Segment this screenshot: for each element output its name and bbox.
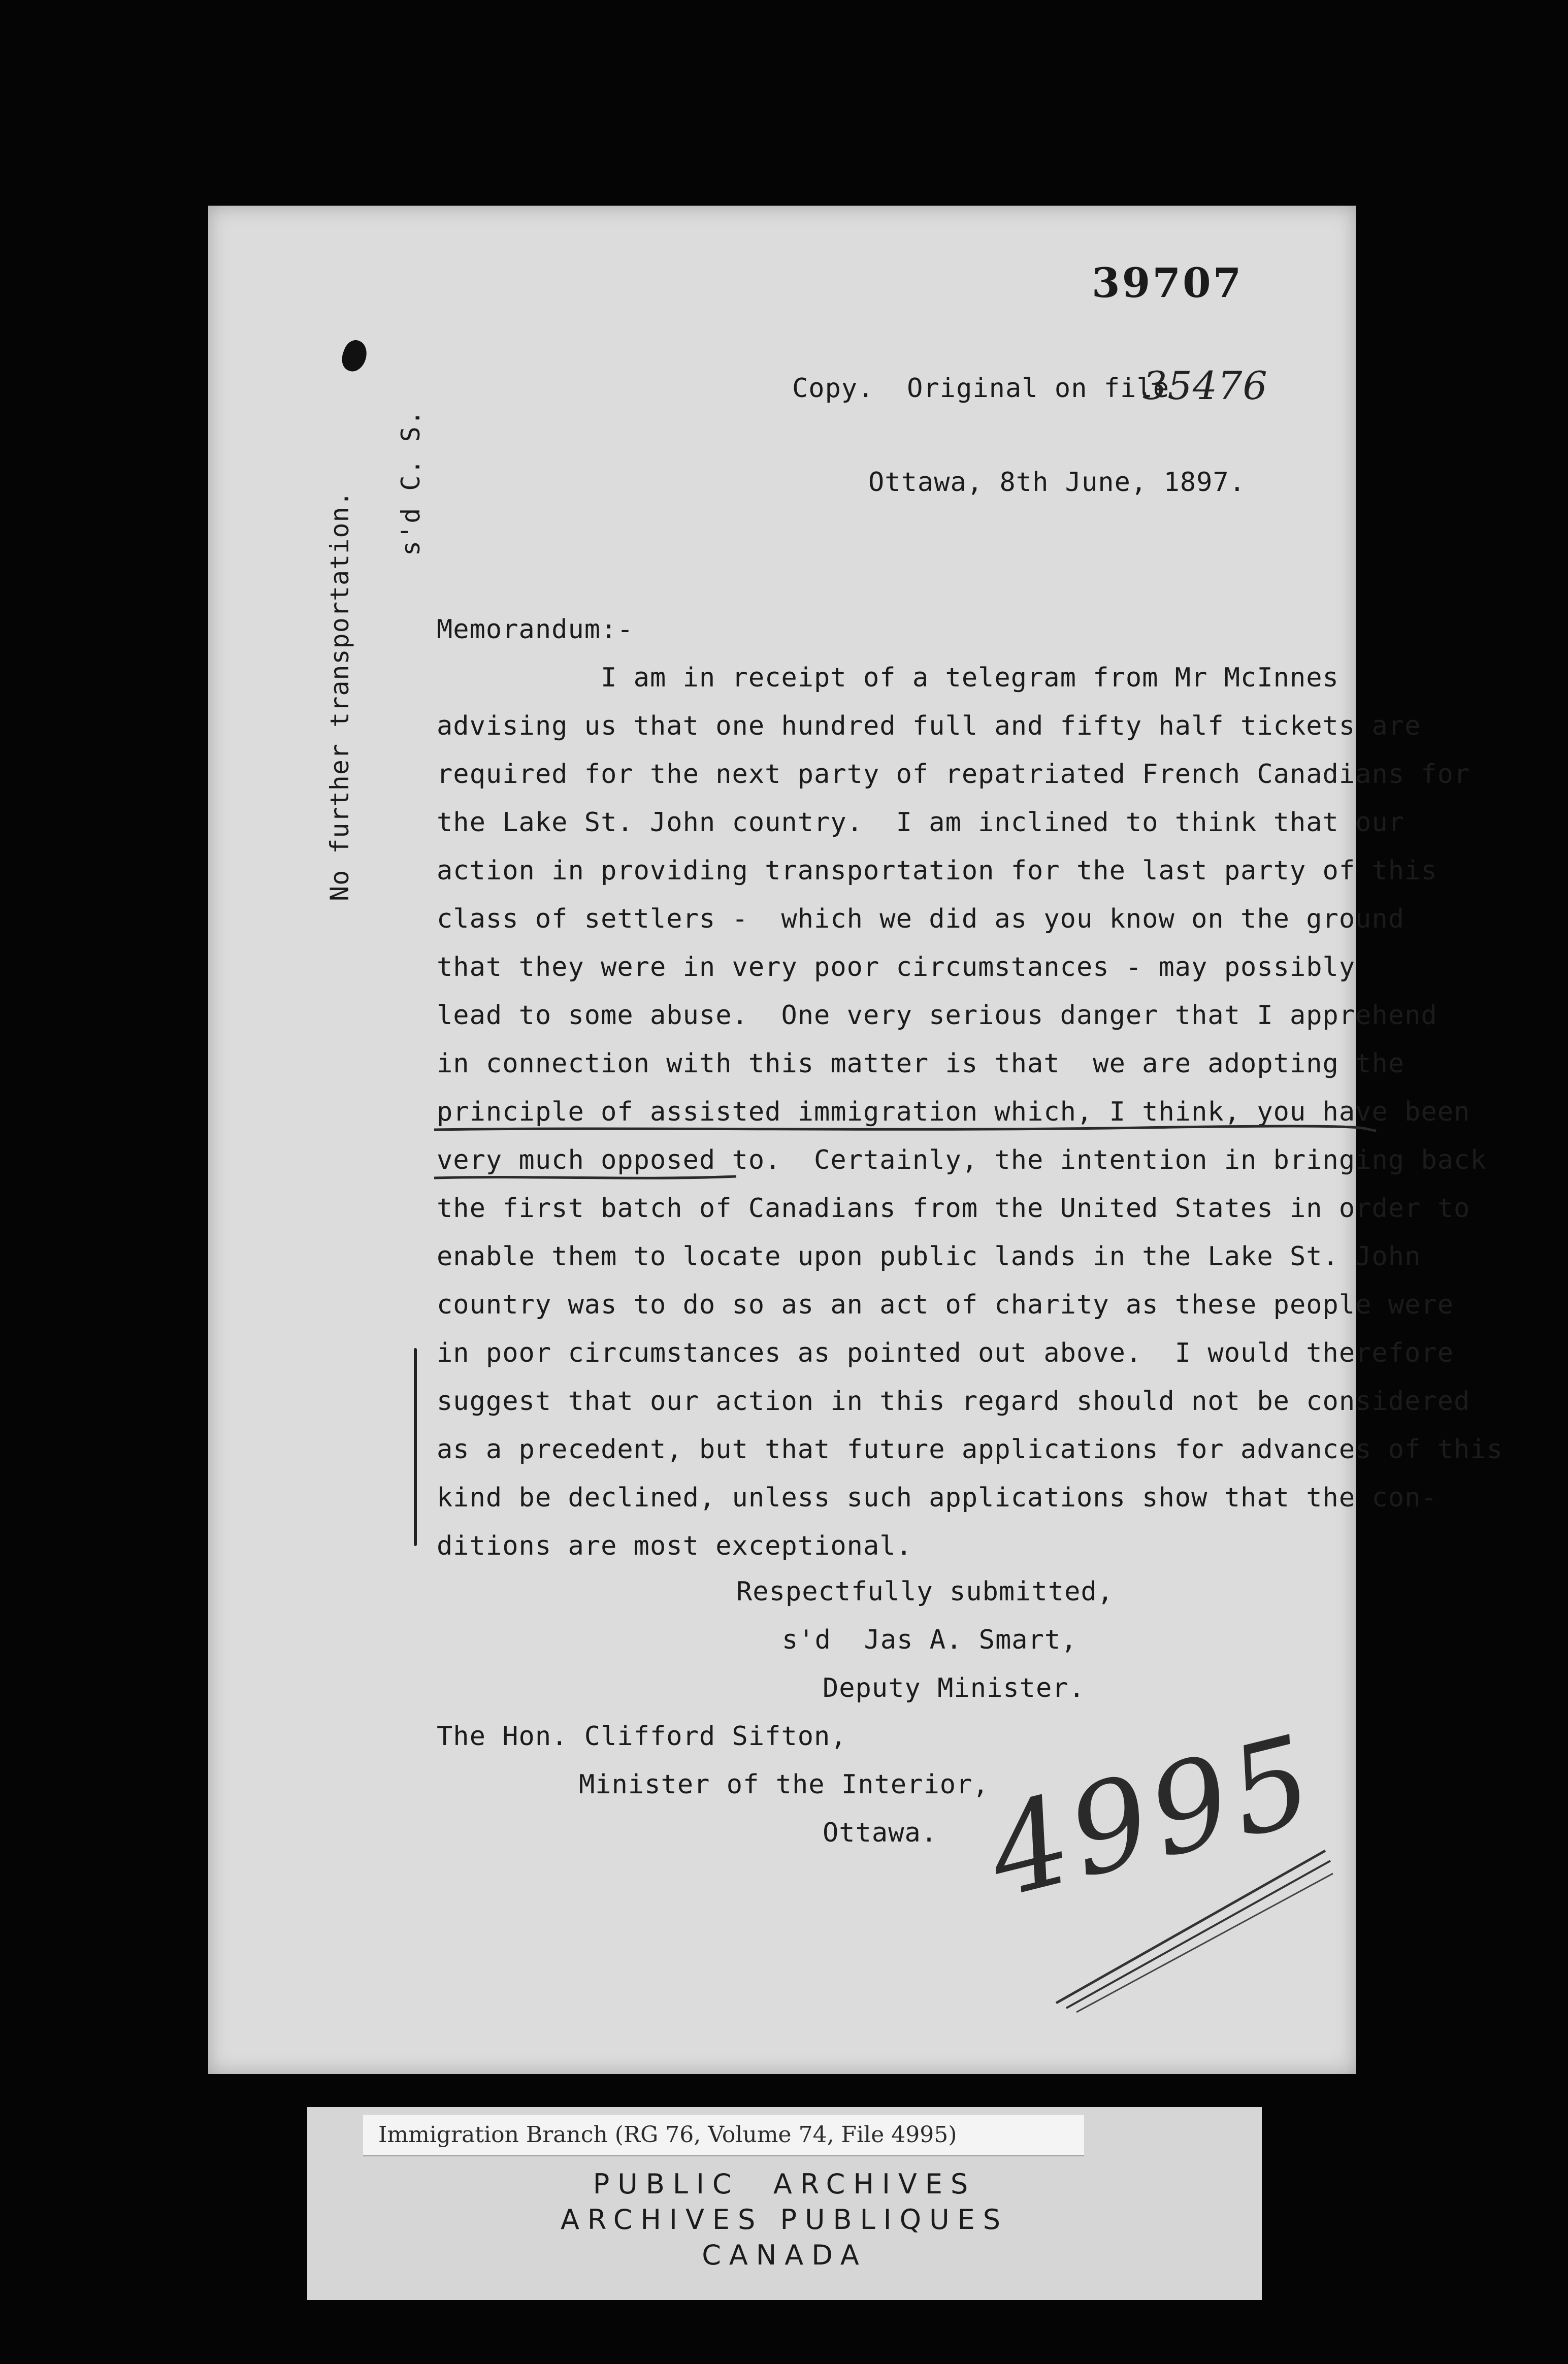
file-number: 39707 <box>1092 259 1244 307</box>
body-line: principle of assisted immigration which, I think, you have been <box>437 1097 1471 1127</box>
date-line: Ottawa, 8th June, 1897. <box>868 467 1246 498</box>
handwritten-file-number: 35476 <box>1142 363 1268 408</box>
body-line: in poor circumstances as pointed out above. I would therefore <box>437 1338 1454 1368</box>
addressee-position: Minister of the Interior, <box>579 1769 989 1800</box>
margin-note: No further transportation. <box>325 490 354 901</box>
archive-label <box>307 2107 1262 2300</box>
memo-heading: Memorandum:- <box>437 614 634 645</box>
archive-reference-text: Immigration Branch (RG 76, Volume 74, File 4995) <box>378 2122 957 2148</box>
handwritten-underline <box>432 1114 1396 1191</box>
body-line: that they were in very poor circumstances - may possibly <box>437 952 1356 982</box>
archive-line-french: ARCHIVES PUBLIQUES <box>560 2204 1009 2236</box>
body-line: kind be declined, unless such applications show that the con- <box>437 1483 1438 1513</box>
body-line: lead to some abuse. One very serious danger that I apprehend <box>437 1000 1438 1031</box>
margin-signature: s'd C. S. <box>396 409 426 556</box>
body-line: ditions are most exceptional. <box>437 1531 912 1561</box>
handwritten-strokes <box>1051 1841 1335 2013</box>
body-line: the first batch of Canadians from the United States in order to <box>437 1193 1471 1224</box>
body-line: country was to do so as an act of charity as these people were <box>437 1290 1454 1320</box>
body-line: required for the next party of repatriated French Canadians for <box>437 759 1471 790</box>
closing-signature: s'd Jas A. Smart, <box>782 1625 1077 1655</box>
body-line: very much opposed to. Certainly, the intention in bringing back <box>437 1145 1487 1175</box>
addressee-name: The Hon. Clifford Sifton, <box>437 1721 847 1752</box>
closing-title: Deputy Minister. <box>823 1673 1085 1703</box>
ink-blot <box>338 337 371 375</box>
margin-bracket-line <box>414 1348 417 1546</box>
handwritten-file-annotation: 4995 <box>975 1707 1330 1925</box>
body-line: advising us that one hundred full and fifty half tickets are <box>437 711 1421 741</box>
body-line: enable them to locate upon public lands in the Lake St. John <box>437 1241 1421 1272</box>
body-line: in connection with this matter is that we are adopting the <box>437 1048 1405 1079</box>
body-line: class of settlers - which we did as you know on the ground <box>437 904 1405 934</box>
addressee-city: Ottawa. <box>823 1818 938 1848</box>
archive-line-english: PUBLIC ARCHIVES <box>593 2168 976 2200</box>
archive-line-country: CANADA <box>702 2239 867 2271</box>
closing-respectfully: Respectfully submitted, <box>736 1577 1114 1607</box>
document-page <box>208 206 1503 2074</box>
archive-reference-tab <box>363 2115 1084 2156</box>
body-line: the Lake St. John country. I am inclined to think that our <box>437 807 1405 838</box>
body-line: action in providing transportation for the last party of this <box>437 856 1438 886</box>
body-line: suggest that our action in this regard should not be considered <box>437 1386 1471 1417</box>
body-line: as a precedent, but that future applications for advances of this <box>437 1434 1503 1465</box>
body-line: I am in receipt of a telegram from Mr McInnes <box>437 663 1339 693</box>
copy-original-line: Copy. Original on file <box>792 373 1170 404</box>
